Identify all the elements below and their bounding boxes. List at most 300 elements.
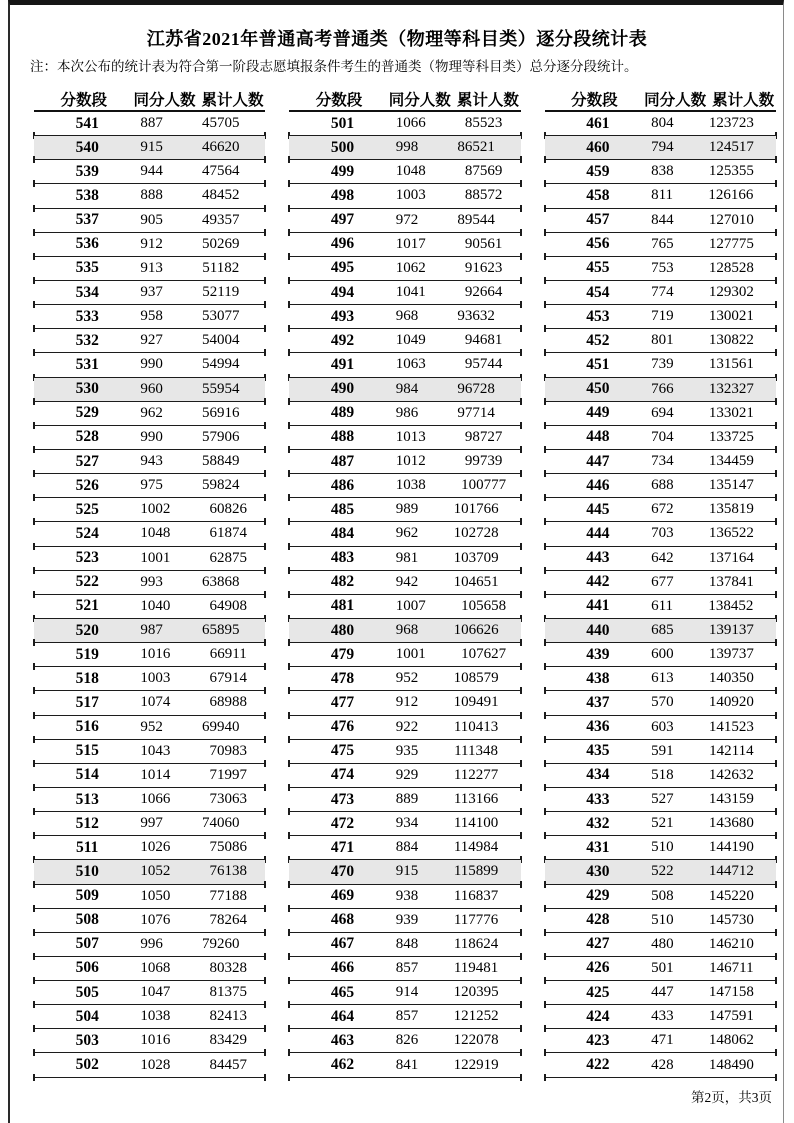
cumulative-cell: 76138 (209, 863, 247, 880)
score-cell: 432 (586, 814, 610, 832)
cumulative-cell: 48452 (201, 187, 240, 204)
table-row (289, 184, 520, 208)
cumulative-cell: 46620 (201, 139, 240, 156)
score-cell: 512 (75, 814, 99, 832)
table-row (289, 136, 520, 160)
score-cell: 473 (330, 790, 355, 808)
score-cell: 453 (586, 307, 610, 325)
cumulative-cell: 115899 (453, 863, 499, 880)
table-row (289, 933, 520, 957)
note-text: 注：本次公布的统计表为符合第一阶段志愿填报条件考生的普通类（物理等科目类）总分逐分段统计。 (30, 59, 638, 74)
count-cell: 972 (395, 211, 419, 228)
score-cell: 426 (586, 959, 610, 977)
score-cell: 425 (586, 983, 610, 1001)
table-row (289, 740, 520, 764)
cumulative-cell: 130021 (708, 308, 754, 325)
count-cell: 766 (651, 380, 674, 397)
header-score-band: 分数段 (60, 91, 107, 109)
cumulative-cell: 77188 (209, 887, 247, 904)
count-cell: 857 (395, 1008, 419, 1025)
score-cell: 500 (330, 138, 355, 156)
table-row (545, 643, 776, 667)
score-cell: 441 (586, 597, 610, 615)
table-row (289, 812, 520, 836)
cumulative-cell: 73063 (209, 791, 247, 807)
cumulative-cell: 138452 (708, 597, 754, 614)
cumulative-cell: 52119 (202, 284, 240, 301)
score-cell: 506 (75, 959, 99, 977)
score-cell: 479 (330, 645, 355, 663)
score-cell: 524 (75, 524, 99, 542)
table-row (34, 1053, 265, 1077)
score-cell: 505 (75, 983, 99, 1001)
score-table-middle (289, 87, 520, 1078)
cumulative-cell: 87569 (464, 163, 503, 180)
score-cell: 468 (330, 911, 355, 929)
score-cell: 443 (586, 549, 610, 567)
score-cell: 485 (330, 500, 355, 518)
cumulative-cell: 146210 (708, 935, 754, 952)
table-row (545, 716, 776, 740)
cumulative-cell: 93632 (457, 308, 495, 325)
score-cell: 508 (75, 911, 99, 929)
score-cell: 467 (330, 935, 355, 953)
count-cell: 1001 (140, 549, 171, 566)
count-cell: 934 (395, 815, 419, 832)
table-row (289, 522, 520, 546)
count-cell: 929 (395, 766, 419, 783)
count-cell: 1066 (140, 791, 171, 807)
header-cumulative-count: 累计人数 (456, 91, 519, 109)
table-row (545, 160, 776, 184)
table-row (545, 474, 776, 498)
score-cell: 438 (586, 669, 610, 687)
count-cell: 794 (651, 139, 674, 156)
cumulative-cell: 118624 (453, 935, 499, 952)
cumulative-cell: 88572 (464, 187, 503, 204)
table-row (34, 329, 265, 353)
count-cell: 719 (651, 308, 674, 325)
count-cell: 938 (395, 887, 419, 904)
count-cell: 915 (140, 139, 163, 156)
score-cell: 537 (75, 211, 99, 229)
cumulative-cell: 91623 (464, 259, 503, 276)
table-row (545, 329, 776, 353)
count-cell: 1074 (140, 694, 171, 711)
cumulative-cell: 142114 (709, 742, 754, 759)
score-cell: 492 (330, 331, 355, 349)
cumulative-cell: 92664 (464, 284, 503, 301)
count-cell: 841 (395, 1056, 419, 1073)
cumulative-cell: 139137 (708, 622, 754, 639)
table-row (545, 885, 776, 909)
table-row (545, 136, 776, 160)
score-cell: 464 (330, 1007, 355, 1025)
count-cell: 1017 (395, 235, 426, 252)
table-body (545, 112, 776, 1078)
cumulative-cell: 102728 (453, 525, 499, 542)
table-row (545, 764, 776, 788)
count-cell: 997 (140, 815, 163, 832)
table-row (289, 1053, 520, 1077)
score-cell: 444 (586, 524, 610, 542)
score-cell: 521 (75, 597, 99, 615)
score-cell: 466 (330, 959, 355, 977)
score-cell: 516 (75, 718, 99, 736)
score-cell: 532 (75, 331, 99, 349)
table-row (34, 1029, 265, 1053)
table-row (545, 450, 776, 474)
score-cell: 490 (330, 380, 355, 398)
cumulative-cell: 55954 (201, 380, 240, 397)
cumulative-cell: 137841 (708, 573, 754, 590)
score-cell: 509 (75, 887, 99, 905)
cumulative-cell: 122919 (453, 1056, 499, 1073)
cumulative-cell: 141523 (708, 718, 754, 735)
table-row (34, 378, 265, 402)
count-cell: 739 (651, 356, 674, 373)
cumulative-cell: 98727 (464, 428, 503, 445)
score-cell: 515 (75, 742, 99, 760)
score-cell: 430 (586, 862, 610, 880)
score-cell: 486 (330, 476, 355, 494)
table-row (289, 981, 520, 1005)
table-row (289, 474, 520, 498)
score-cell: 491 (330, 355, 355, 373)
count-cell: 734 (651, 453, 674, 470)
table-row (289, 329, 520, 353)
count-cell: 1040 (140, 597, 171, 614)
cumulative-cell: 78264 (209, 911, 247, 928)
count-cell: 857 (395, 959, 419, 976)
count-cell: 962 (395, 525, 419, 542)
cumulative-cell: 105658 (461, 597, 507, 614)
count-cell: 1016 (140, 1032, 171, 1049)
table-row (289, 305, 520, 329)
score-cell: 528 (75, 428, 99, 446)
cumulative-cell: 144190 (708, 839, 754, 856)
table-row (545, 522, 776, 546)
cumulative-cell: 68988 (209, 694, 247, 711)
score-cell: 451 (586, 355, 610, 373)
cumulative-cell: 85523 (464, 115, 503, 132)
count-cell: 887 (140, 115, 163, 132)
count-cell: 703 (651, 525, 674, 542)
score-cell: 471 (330, 838, 355, 856)
cumulative-cell: 148062 (708, 1032, 754, 1049)
count-cell: 1063 (395, 356, 426, 373)
count-cell: 600 (651, 646, 674, 663)
cumulative-cell: 129302 (708, 284, 754, 301)
table-row (34, 233, 265, 257)
count-cell: 914 (395, 984, 419, 1001)
score-cell: 498 (330, 186, 355, 204)
count-cell: 1049 (395, 332, 426, 349)
count-cell: 943 (140, 453, 163, 470)
count-cell: 826 (395, 1032, 419, 1049)
table-row (545, 619, 776, 643)
table-row (545, 595, 776, 619)
table-row (545, 547, 776, 571)
count-cell: 1012 (395, 453, 426, 470)
table-row (34, 836, 265, 860)
count-cell: 591 (651, 742, 674, 759)
cumulative-cell: 104651 (453, 573, 499, 590)
cumulative-cell: 71997 (209, 766, 247, 783)
table-row (289, 547, 520, 571)
score-cell: 445 (586, 500, 610, 518)
score-cell: 435 (586, 742, 610, 760)
count-cell: 975 (140, 477, 163, 494)
cumulative-cell: 143680 (708, 815, 754, 832)
cumulative-cell: 135819 (708, 501, 754, 518)
score-cell: 431 (586, 838, 610, 856)
table-row (289, 426, 520, 450)
count-cell: 990 (140, 428, 163, 445)
score-tables (34, 87, 776, 1078)
table-row (34, 522, 265, 546)
count-cell: 428 (651, 1056, 674, 1073)
table-body (289, 112, 520, 1078)
table-row (34, 957, 265, 981)
cumulative-cell: 56916 (201, 404, 240, 421)
count-cell: 510 (651, 839, 674, 856)
score-cell: 462 (330, 1056, 355, 1074)
count-cell: 888 (140, 187, 163, 204)
count-cell: 508 (651, 887, 674, 904)
count-cell: 1016 (140, 646, 171, 663)
count-cell: 570 (651, 694, 674, 711)
cumulative-cell: 69940 (201, 718, 240, 735)
count-cell: 613 (651, 670, 674, 687)
score-cell: 449 (586, 404, 610, 422)
table-row (34, 184, 265, 208)
score-cell: 460 (586, 138, 610, 156)
table-row (545, 402, 776, 426)
score-cell: 457 (586, 211, 610, 229)
score-cell: 540 (75, 138, 99, 156)
table-row (289, 716, 520, 740)
count-cell: 1047 (140, 984, 171, 1001)
score-cell: 534 (75, 283, 99, 301)
page-number: 第2页，共3页 (691, 1090, 772, 1105)
table-row (545, 933, 776, 957)
table-header-row (34, 87, 265, 112)
count-cell: 987 (140, 622, 163, 639)
cumulative-cell: 62875 (209, 549, 247, 566)
cumulative-cell: 137164 (708, 549, 754, 566)
score-cell: 522 (75, 573, 99, 591)
score-cell: 474 (330, 766, 355, 784)
cumulative-cell: 58849 (201, 453, 240, 470)
table-body (34, 112, 265, 1078)
score-table-left (34, 87, 265, 1078)
score-cell: 496 (330, 235, 355, 253)
score-cell: 459 (586, 162, 610, 180)
score-cell: 488 (330, 428, 355, 446)
cumulative-cell: 54994 (201, 356, 240, 373)
count-cell: 1066 (395, 115, 426, 132)
score-cell: 458 (586, 186, 610, 204)
score-cell: 501 (330, 114, 355, 132)
count-cell: 1002 (140, 501, 171, 518)
cumulative-cell: 119481 (453, 959, 499, 976)
table-row (545, 353, 776, 377)
count-cell: 804 (651, 115, 674, 132)
cumulative-cell: 97714 (457, 404, 495, 421)
cumulative-cell: 126166 (708, 187, 754, 204)
table-header-row (545, 87, 776, 112)
count-cell: 848 (395, 935, 419, 952)
table-row (289, 450, 520, 474)
count-cell: 1014 (140, 766, 171, 783)
count-cell: 603 (651, 718, 674, 735)
score-cell: 476 (330, 718, 355, 736)
cumulative-cell: 131561 (708, 356, 754, 373)
count-cell: 935 (395, 742, 419, 759)
score-cell: 461 (586, 114, 610, 132)
table-row (545, 305, 776, 329)
cumulative-cell: 65895 (201, 622, 240, 639)
count-cell: 942 (395, 573, 419, 590)
count-cell: 1001 (395, 646, 426, 663)
cumulative-cell: 57906 (201, 428, 240, 445)
cumulative-cell: 67914 (209, 670, 247, 687)
score-cell: 538 (75, 186, 99, 204)
table-row (545, 812, 776, 836)
cumulative-cell: 114984 (453, 839, 499, 856)
cumulative-cell: 100777 (461, 477, 507, 494)
cumulative-cell: 140920 (708, 694, 754, 711)
count-cell: 984 (395, 380, 419, 397)
table-row (34, 136, 265, 160)
cumulative-cell: 142632 (708, 766, 754, 783)
score-cell: 465 (330, 983, 355, 1001)
cumulative-cell: 74060 (201, 815, 240, 832)
table-row (34, 691, 265, 715)
count-cell: 1050 (140, 887, 171, 904)
cumulative-cell: 130822 (708, 332, 754, 349)
table-row (545, 112, 776, 136)
cumulative-cell: 75086 (209, 839, 247, 856)
score-cell: 480 (330, 621, 355, 639)
cumulative-cell: 63868 (201, 573, 240, 590)
count-cell: 944 (140, 163, 163, 180)
count-cell: 905 (140, 211, 163, 228)
table-row (545, 957, 776, 981)
count-cell: 704 (651, 428, 674, 445)
score-cell: 454 (586, 283, 610, 301)
count-cell: 801 (651, 332, 674, 349)
header-cumulative-count: 累计人数 (201, 91, 264, 109)
score-cell: 503 (75, 1031, 99, 1049)
table-row (289, 595, 520, 619)
table-header-row (289, 87, 520, 112)
table-row (545, 426, 776, 450)
count-cell: 1038 (395, 477, 426, 494)
table-row (289, 667, 520, 691)
count-cell: 1003 (395, 187, 426, 204)
cumulative-cell: 121252 (453, 1008, 499, 1025)
table-row (289, 209, 520, 233)
score-cell: 446 (586, 476, 610, 494)
table-row (289, 571, 520, 595)
count-cell: 912 (395, 694, 419, 711)
cumulative-cell: 127010 (708, 211, 754, 228)
score-cell: 495 (330, 259, 355, 277)
header-same-score-count: 同分人数 (388, 91, 451, 109)
score-cell: 518 (75, 669, 99, 687)
cumulative-cell: 146711 (709, 959, 754, 976)
score-cell: 475 (330, 742, 355, 760)
cumulative-cell: 106626 (453, 622, 499, 639)
header-cumulative-count: 累计人数 (712, 91, 775, 109)
count-cell: 1007 (395, 597, 426, 614)
count-cell: 510 (651, 911, 674, 928)
count-cell: 774 (651, 284, 674, 301)
table-row (34, 474, 265, 498)
score-cell: 463 (330, 1031, 355, 1049)
cumulative-cell: 95744 (464, 356, 503, 373)
cumulative-cell: 61874 (209, 525, 247, 542)
cumulative-cell: 135147 (708, 477, 754, 494)
score-cell: 502 (75, 1056, 99, 1074)
count-cell: 527 (651, 791, 674, 807)
cumulative-cell: 133021 (708, 404, 754, 421)
count-cell: 1062 (395, 259, 426, 276)
count-cell: 912 (140, 235, 163, 252)
count-cell: 447 (651, 984, 674, 1001)
cumulative-cell: 82413 (209, 1008, 247, 1025)
count-cell: 1052 (140, 863, 171, 880)
table-row (289, 378, 520, 402)
cumulative-cell: 139737 (708, 646, 754, 663)
table-row (34, 909, 265, 933)
cumulative-cell: 143159 (708, 791, 754, 807)
table-row (545, 257, 776, 281)
score-cell: 456 (586, 235, 610, 253)
count-cell: 913 (140, 259, 163, 276)
count-cell: 521 (651, 815, 674, 832)
header-same-score-count: 同分人数 (644, 91, 707, 109)
cumulative-cell: 123723 (708, 115, 754, 132)
table-row (34, 981, 265, 1005)
score-cell: 525 (75, 500, 99, 518)
table-row (289, 619, 520, 643)
count-cell: 694 (651, 404, 674, 421)
count-cell: 993 (140, 573, 163, 590)
table-row (34, 353, 265, 377)
count-cell: 811 (651, 187, 674, 204)
table-row (545, 1029, 776, 1053)
table-row (34, 281, 265, 305)
cumulative-cell: 114100 (453, 815, 499, 832)
score-cell: 448 (586, 428, 610, 446)
count-cell: 1003 (140, 670, 171, 687)
count-cell: 611 (651, 597, 674, 614)
score-cell: 523 (75, 549, 99, 567)
cumulative-cell: 108579 (453, 670, 499, 687)
cumulative-cell: 113166 (453, 791, 499, 807)
cumulative-cell: 45705 (201, 115, 240, 132)
score-cell: 489 (330, 404, 355, 422)
cumulative-cell: 66911 (209, 646, 247, 663)
count-cell: 1041 (395, 284, 426, 301)
count-cell: 958 (140, 308, 163, 325)
cumulative-cell: 83429 (209, 1032, 247, 1049)
score-cell: 531 (75, 355, 99, 373)
table-row (289, 885, 520, 909)
